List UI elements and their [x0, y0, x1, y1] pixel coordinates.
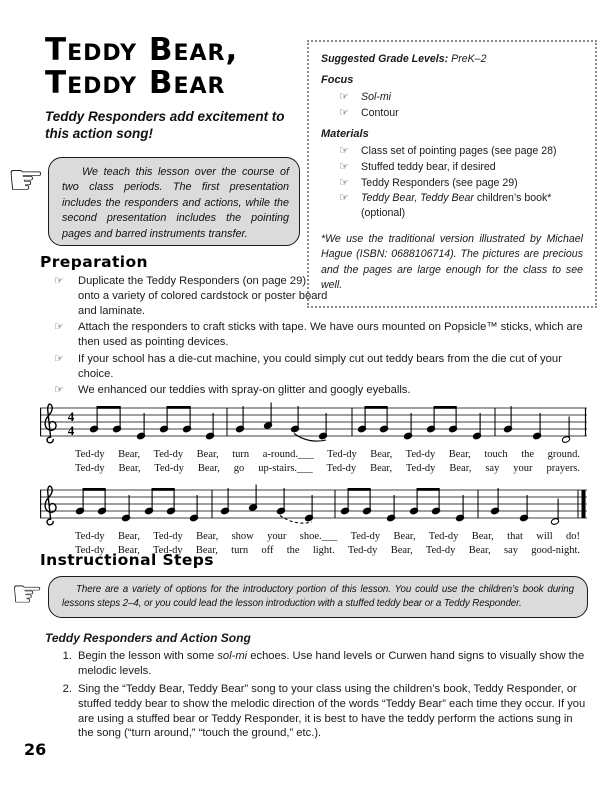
- lyric-line: Ted-dy Bear, Ted-dy Bear, go up-stairs.___ Ted-dy Bear, Ted-dy Bear, say your prayers.: [75, 463, 580, 474]
- music-system-2: [40, 482, 588, 557]
- focus-item-label: Sol-mi: [361, 91, 392, 104]
- title-line-1: Teddy Bear,: [45, 32, 239, 68]
- step-text: Sing the “Teddy Bear, Teddy Bear” song to your class using the children’s book, Teddy Responder, or stuffed teddy bear to show the melodic direction of the words “Teddy Bear” each time they occur. If you are using a stuffed bear or Teddy Responder, it is best to have the teddy perform the actions sung in the song (“turn around,” “touch the ground,” etc.).: [78, 682, 586, 740]
- materials-item-label: Stuffed teddy bear, if desired: [361, 160, 496, 173]
- grade-levels: [321, 52, 583, 66]
- pointing-hand-icon: ☞: [11, 574, 44, 615]
- action-song-subheading: Teddy Responders and Action Song: [45, 631, 251, 645]
- preparation-item: [40, 274, 330, 318]
- step-text: [78, 650, 584, 677]
- instructional-steps-heading: Instructional Steps: [40, 551, 214, 569]
- lesson-info-box: [307, 40, 597, 308]
- preparation-item-text: Attach the responders to craft sticks with tape. We have ours mounted on Popsicle™ sticks, which are then used as pointing devices.: [78, 321, 583, 349]
- materials-item: [321, 176, 583, 190]
- pointing-hand-icon: ☞: [339, 90, 349, 104]
- preparation-item-text: Duplicate the Teddy Responders (on page 29) onto a variety of colored cardstock or poster board and laminate.: [78, 275, 328, 317]
- lyric-line: Ted-dy Bear, Ted-dy Bear, turn a-round.___ Ted-dy Bear, Ted-dy Bear, touch the ground.: [75, 449, 580, 460]
- lyric-line: Ted-dy Bear, Ted-dy Bear, show your shoe.___ Ted-dy Bear, Ted-dy Bear, that will do!: [75, 531, 580, 542]
- lyric-line: Ted-dy Bear, Ted-dy Bear, turn off the light. Ted-dy Bear, Ted-dy Bear, say good-night.: [75, 545, 580, 556]
- materials-item: [321, 191, 583, 220]
- step-text-italic: sol-mi: [217, 650, 248, 662]
- preparation-item: [40, 352, 588, 382]
- focus-item: [321, 90, 583, 104]
- pointing-hand-icon: ☞: [7, 155, 45, 204]
- music-staff-2: [40, 482, 588, 529]
- teacher-tip-text: We teach this lesson over the course of two class periods. The first presentation includes the responders and actions, while the second presentation includes the pointing pages and barred instruments transfer.: [62, 166, 289, 240]
- materials-item: [321, 160, 583, 174]
- pointing-hand-icon: ☞: [339, 105, 349, 119]
- materials-item: [321, 144, 583, 158]
- grade-levels-value: PreK–2: [451, 53, 487, 65]
- pointing-hand-icon: ☞: [54, 320, 64, 334]
- page-title: [45, 34, 307, 100]
- materials-label: Materials: [321, 128, 369, 141]
- svg-text:4: 4: [67, 409, 75, 424]
- focus-item-label: Contour: [361, 106, 399, 119]
- pointing-hand-icon: ☞: [54, 383, 64, 397]
- lesson-subtitle: Teddy Responders add excitement to this action song!: [45, 109, 285, 142]
- page-number: 26: [24, 740, 47, 759]
- preparation-item-text: We enhanced our teddies with spray-on glitter and googly eyeballs.: [78, 384, 411, 397]
- grade-levels-label: Suggested Grade Levels:: [321, 53, 449, 65]
- pointing-hand-icon: ☞: [339, 175, 349, 189]
- preparation-list: [40, 274, 588, 400]
- step-text-part: Begin the lesson with some: [78, 650, 218, 662]
- teacher-tip-box-1: [48, 157, 300, 246]
- step-number: 2.: [62, 682, 72, 695]
- pointing-hand-icon: ☞: [339, 159, 349, 173]
- pointing-hand-icon: ☞: [54, 351, 64, 365]
- preparation-item-text: If your school has a die-cut machine, you could simply cut out teddy bears from the die cut of your choice.: [78, 352, 562, 380]
- step-item: [40, 649, 588, 679]
- pointing-hand-icon: ☞: [339, 144, 349, 158]
- teacher-tip-box-2: [48, 576, 588, 618]
- instructional-steps-list: [40, 649, 588, 744]
- preparation-item: [40, 383, 588, 398]
- focus-list: [321, 90, 583, 120]
- teacher-tip-text: There are a variety of options for the introductory portion of this lesson. You could use the children’s book during lessons steps 2–4, or you could lead the lesson introduction with a stuffed teddy bear or a Teddy Responder.: [62, 584, 574, 610]
- focus-label: Focus: [321, 74, 354, 87]
- preparation-heading: Preparation: [40, 253, 148, 271]
- music-system-1: [40, 400, 588, 475]
- pointing-hand-icon: ☞: [54, 274, 64, 287]
- step-item: [40, 682, 588, 742]
- preparation-item: [40, 320, 588, 350]
- music-staff-1: [40, 400, 588, 447]
- step-number: 1.: [62, 650, 72, 662]
- pointing-hand-icon: ☞: [339, 191, 349, 205]
- materials-list: [321, 144, 583, 220]
- title-line-2: Teddy Bear: [45, 65, 226, 102]
- materials-item-label: Teddy Responders (see page 29): [361, 176, 518, 189]
- step-text-part: echoes. Use hand levels or Curwen hand signs to visually show the melodic levels.: [78, 650, 585, 677]
- book-footnote: *We use the traditional version illustrated by Michael Hague (ISBN: 0688106714). The pictures are precious and the pages are large enough for the class to see well.: [321, 233, 583, 292]
- focus-item: [321, 106, 583, 120]
- materials-item-label: children’s book* (optional): [361, 192, 552, 219]
- materials-item-label: Class set of pointing pages (see page 28): [361, 145, 557, 158]
- title-block: [45, 34, 307, 143]
- materials-item-book-title: Teddy Bear, Teddy Bear: [361, 192, 474, 205]
- svg-text:4: 4: [67, 423, 75, 438]
